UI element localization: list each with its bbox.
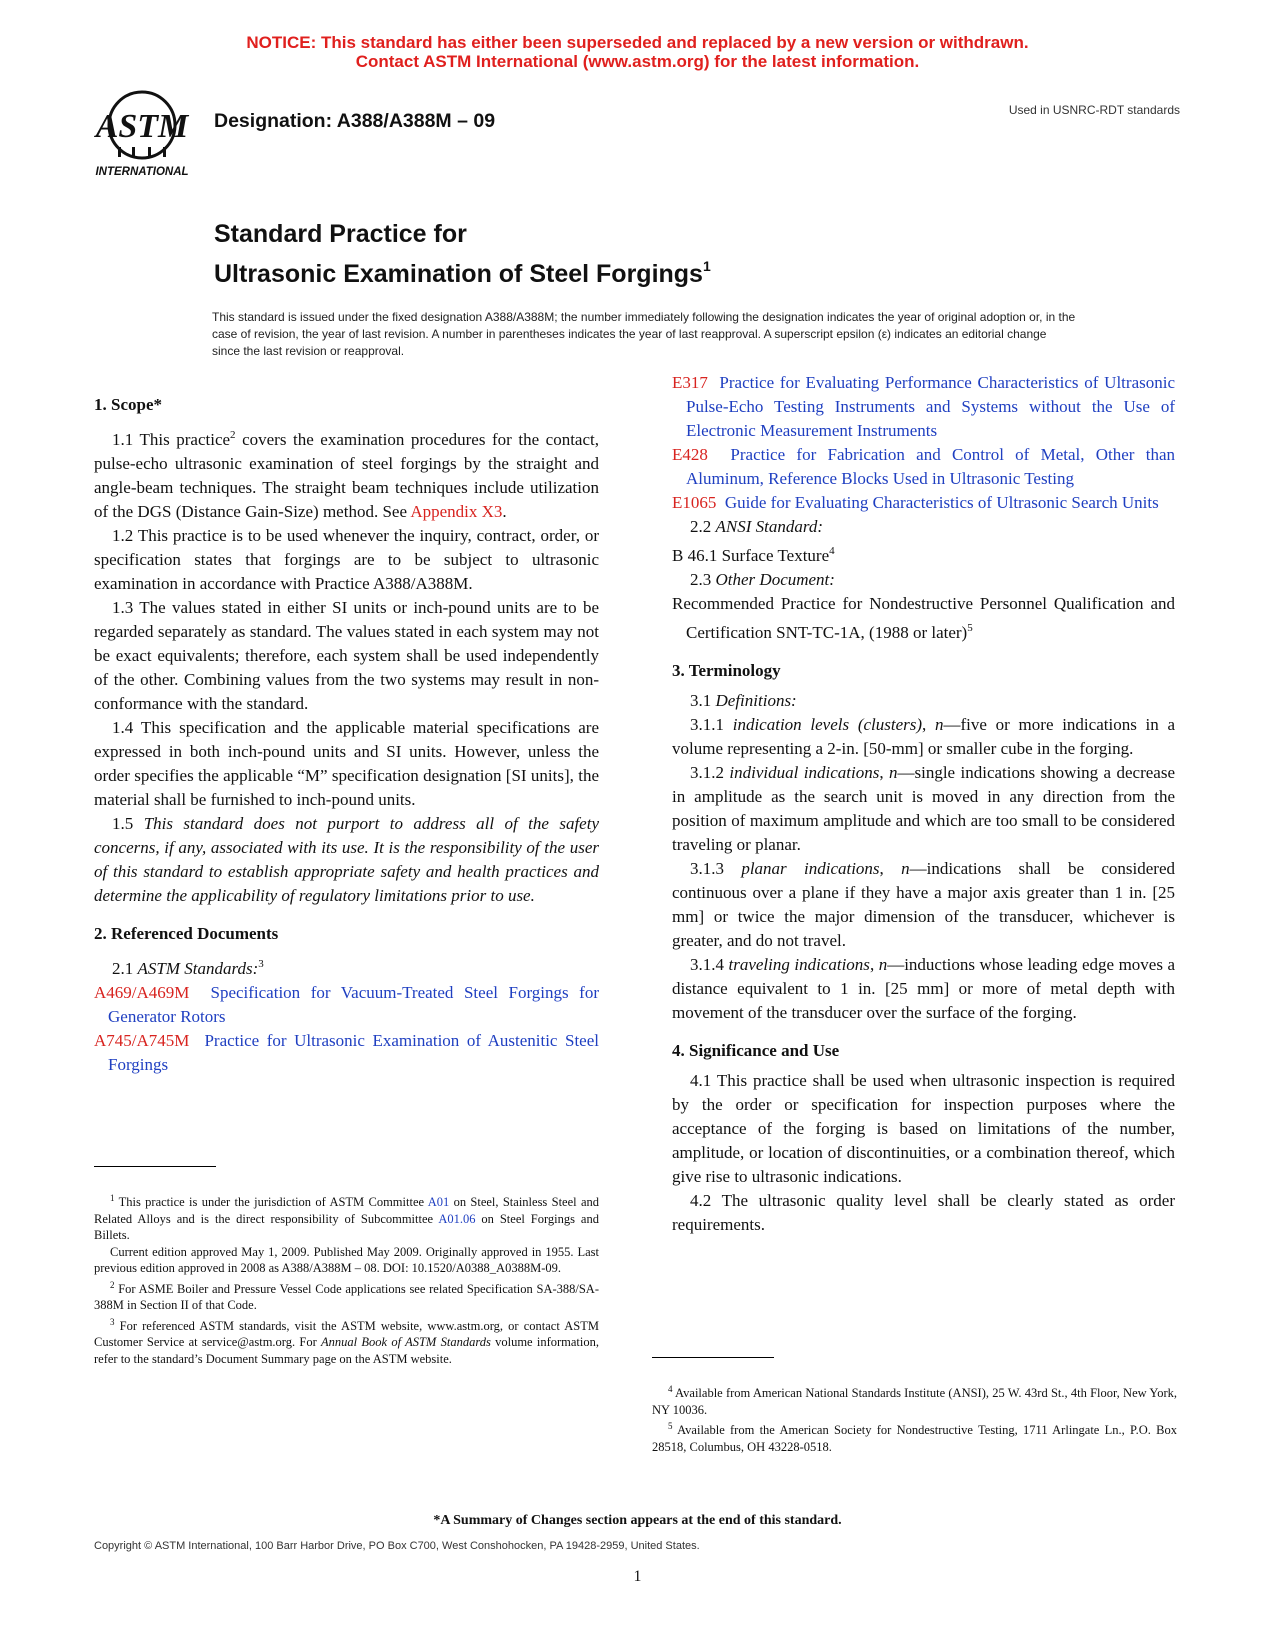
paragraph-1-5: 1.5 This standard does not purport to address all of the safety concerns, if any, associated with its use. It is the responsibility of the user of this standard to establish appropriate safety and health practices and determine the applicability of regulatory limitations prior to use. (94, 814, 599, 905)
definition-item: 3.1.4 traveling indications, n—inductions whose leading edge moves a distance equivalent to 1 in. [25 mm] or more of metal depth with movement of the transducer over the surface of the forging. (672, 955, 1176, 1022)
footnote-divider (94, 1166, 216, 1167)
definition-item: 3.1.1 indication levels (clusters), n—five or more indications in a volume representing a 2-in. [50-mm] or smaller cube in the forging. (672, 715, 1176, 758)
footnote-1: $^1$ This practice is under the jurisdiction of ASTM Committee A01 on Steel, Stainless Steel and Related Alloys and is the direct responsibility of Subcommittee A01.06 on Steel Forgings and Billets. (94, 1193, 600, 1242)
notice-line-1: NOTICE: This standard has either been superseded and replaced by a new version or withdrawn. (246, 33, 1029, 52)
subsection-2-2: 2.2 ANSI Standard: (690, 517, 824, 536)
document-title (214, 218, 711, 290)
supersede-notice (0, 33, 1275, 71)
reference-item[interactable]: A745/A745M Practice for Ultrasonic Examination of Austenitic Steel Forgings (94, 1031, 599, 1074)
used-in-note: Used in USNRC-RDT standards (1008, 103, 1180, 117)
footnote-4: $^4$ Available from American National Standards Institute (ANSI), 25 W. 43rd St., 4th Floor, New York, NY 10036. (652, 1384, 1177, 1417)
other-document-reference: Recommended Practice for Nondestructive Personnel Qualification and Certification SNT-TC-1A, (1988 or later)$^5$ (672, 594, 1175, 642)
paragraph-4-1: 4.1 This practice shall be used when ultrasonic inspection is required by the order or specification for inspection purposes where the acceptance of the forging is based on limitations of the number, amplitude, or location of discontinuities, or a combination thereof, which give rise to ultrasonic indications. (672, 1071, 1175, 1186)
ansi-reference: B 46.1 Surface Texture$^4$ (672, 545, 835, 565)
footnote-divider (652, 1357, 774, 1358)
appendix-x3-link[interactable]: Appendix X3 (410, 502, 503, 521)
astm-logo (92, 87, 196, 183)
reference-item[interactable]: E317 Practice for Evaluating Performance Characteristics of Ultrasonic Pulse-Echo Testing Instruments and Systems without the Use of Electronic Measurement Instruments (672, 373, 1175, 440)
designation: Designation: A388/A388M – 09 (214, 110, 496, 132)
right-column (672, 371, 1175, 1237)
reference-item[interactable]: A469/A469M Specification for Vacuum-Treated Steel Forgings for Generator Rotors (94, 983, 600, 1026)
footnote-3: $^3$ For referenced ASTM standards, visit the ASTM website, www.astm.org, or contact ASTM Customer Service at service@astm.org. For Annual Book of ASTM Standards volume information, refer to the standard’s Document Summary page on the ASTM website. (94, 1316, 600, 1366)
subcommittee-a01-06-link[interactable]: A01.06 (438, 1211, 476, 1226)
svg-text:ASTM: ASTM (95, 108, 189, 145)
footnote-5: $^5$ Available from the American Society for Nondestructive Testing, 1711 Arlingate Ln., P.O. Box 28518, Columbus, OH 43228-0518. (652, 1421, 1177, 1454)
logo-international-text: INTERNATIONAL (95, 166, 189, 178)
subsection-3-1: 3.1 Definitions: (690, 691, 797, 710)
paragraph-1-1: 1.1 This practice$^2$ covers the examination procedures for the contact, pulse-echo ultrasonic examination of steel forgings by the straight and angle-beam techniques. The straight beam techniques include utilization of the DGS (Distance Gain-Size) method. See Appendix X3. (94, 429, 599, 521)
footnote-2: $^2$ For ASME Boiler and Pressure Vessel Code applications see related Specification SA-388/SA-388M in Section II of that Code. (94, 1279, 599, 1312)
paragraph-1-2: 1.2 This practice is to be used whenever the inquiry, contract, order, or specification states that forgings are to be subject to ultrasonic examination in accordance with Practice A388/A388M. (94, 526, 599, 593)
summary-of-changes-note: *A Summary of Changes section appears at the end of this standard. (433, 1513, 842, 1528)
section-heading-scope: 1. Scope* (94, 395, 162, 414)
title-line-2: Ultrasonic Examination of Steel Forgings$^1$ (214, 258, 711, 288)
left-column (94, 393, 599, 1077)
page-number: 1 (633, 1568, 642, 1585)
committee-a01-link[interactable]: A01 (427, 1195, 450, 1209)
title-line-1: Standard Practice for (214, 220, 467, 248)
subsection-2-3: 2.3 Other Document: (690, 570, 835, 589)
section-heading-referenced-documents: 2. Referenced Documents (94, 924, 279, 943)
footnotes-right (652, 1381, 1177, 1455)
footnote-1-edition: Current edition approved May 1, 2009. Published May 2009. Originally approved in 1955. Last previous edition approved in 2008 as A388/A388M – 08. DOI: 10.1520/A0388_A0388M-09. (94, 1244, 599, 1275)
issue-note: This standard is issued under the fixed designation A388/A388M; the number immediately following the designation indicates the year of original adoption or, in the case of revision, the year of last revision. A number in parentheses indicates the year of last reapproval. A superscript epsilon (ε) indicates an editorial change since the last revision or reapproval. (212, 310, 1076, 358)
paragraph-4-2: 4.2 The ultrasonic quality level shall be clearly stated as order requirements. (672, 1191, 1175, 1234)
reference-item[interactable]: E1065 Guide for Evaluating Characteristics of Ultrasonic Search Units (672, 493, 1159, 512)
subsection-2-1: 2.1 ASTM Standards:$^3$ (112, 958, 264, 978)
paragraph-1-3: 1.3 The values stated in either SI units or inch-pound units are to be regarded separately as standard. The values stated in each system may not be exact equivalents; therefore, each system shall be used independently of the other. Combining values from the two systems may result in non-conformance with the standard. (94, 598, 599, 713)
reference-item[interactable]: E428 Practice for Fabrication and Control of Metal, Other than Aluminum, Reference Blocks Used in Ultrasonic Testing (672, 445, 1175, 488)
section-heading-terminology: 3. Terminology (672, 661, 781, 680)
copyright-line: Copyright © ASTM International, 100 Barr Harbor Drive, PO Box C700, West Conshohocken, PA 19428-2959, United States. (94, 1540, 700, 1552)
footnotes-left (94, 1190, 599, 1367)
definition-item: 3.1.2 individual indications, n—single indications showing a decrease in amplitude as the search unit is moved in any direction from the position of maximum amplitude and which are too small to be considered traveling or planar. (672, 763, 1176, 854)
section-heading-significance: 4. Significance and Use (672, 1041, 840, 1060)
title-footnote-ref[interactable]: 1 (702, 258, 711, 274)
notice-line-2[interactable]: Contact ASTM International (www.astm.org) for the latest information. (355, 52, 920, 71)
definition-item: 3.1.3 planar indications, n—indications shall be considered continuous over a plane if they have a major axis greater than 1 in. [25 mm] or twice the major dimension of the transducer, whichever is greater, and do not travel. (672, 859, 1175, 950)
paragraph-1-4: 1.4 This specification and the applicable material specifications are expressed in both inch-pound units and SI units. However, unless the order specifies the applicable “M” specification designation [SI units], the material shall be furnished to inch-pound units. (94, 718, 599, 809)
